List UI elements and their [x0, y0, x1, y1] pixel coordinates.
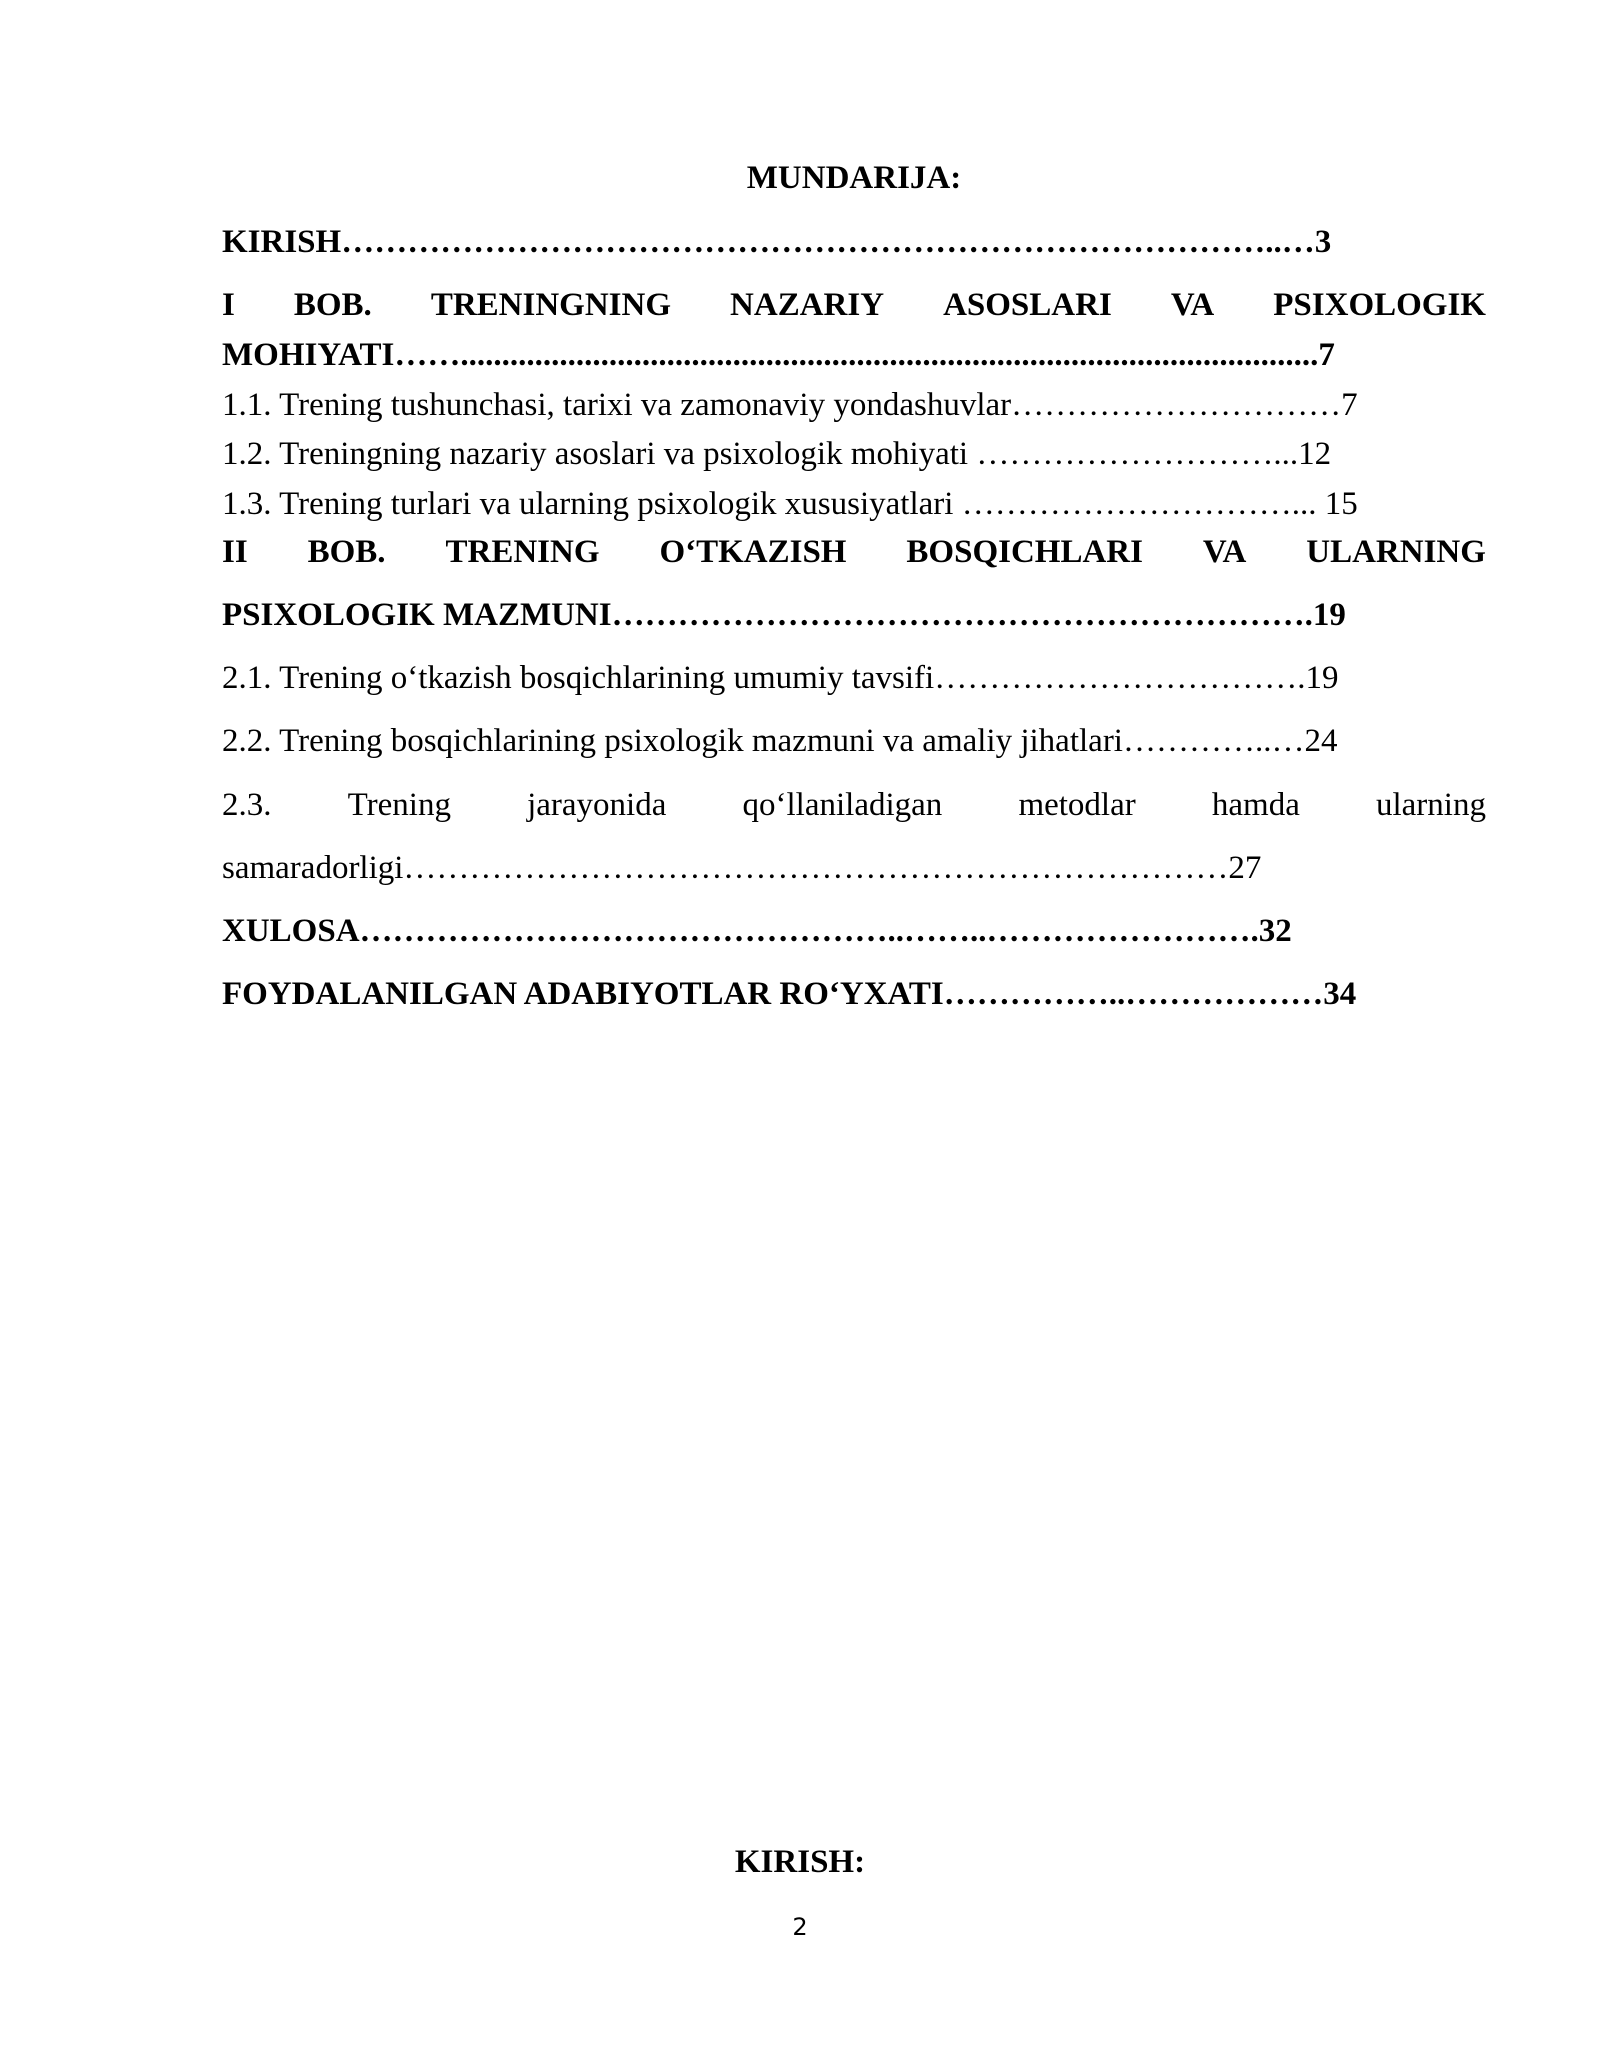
- toc-word: VA: [1170, 287, 1215, 323]
- toc-word: BOB.: [307, 534, 386, 570]
- toc-word: 2.3.: [222, 787, 272, 823]
- toc-entry-1-1: 1.1. Trening tushunchasi, tarixi va zamonaviy yondashuvlar…………………………7: [222, 387, 1358, 423]
- toc-entry-chapter2-line2: PSIXOLOGIK MAZMUNI……………………………………………………….19: [222, 597, 1346, 633]
- toc-word: TRENING: [445, 534, 600, 570]
- toc-word: NAZARIY: [730, 287, 885, 323]
- toc-entry-2-3-line2: samaradorligi…………………………………………………………………27: [222, 850, 1262, 886]
- toc-title: MUNDARIJA:: [746, 160, 962, 196]
- toc-entry-chapter2-line1: [222, 530, 1486, 574]
- toc-entry-2-1: 2.1. Trening o‘tkazish bosqichlarining umumiy tavsifi…………………………….19: [222, 660, 1339, 696]
- toc-word: ASOSLARI: [943, 287, 1112, 323]
- toc-entry-kirish: KIRISH…………………………………………………………………………..…3: [222, 224, 1332, 260]
- toc-word: TRENINGNING: [430, 287, 672, 323]
- toc-word: O‘TKAZISH: [659, 534, 847, 570]
- page-number: 2: [792, 1913, 808, 1941]
- toc-word: I: [222, 287, 235, 323]
- toc-word: BOSQICHLARI: [906, 534, 1143, 570]
- toc-word: metodlar: [1018, 787, 1136, 823]
- toc-word: hamda: [1211, 787, 1300, 823]
- toc-word: qo‘llaniladigan: [742, 787, 943, 823]
- toc-word: BOB.: [293, 287, 372, 323]
- toc-word: VA: [1202, 534, 1247, 570]
- toc-entry-chapter1-line2: MOHIYATI……........................................................................................................7: [222, 337, 1335, 373]
- toc-word: PSIXOLOGIK: [1273, 287, 1486, 323]
- toc-entry-2-3-line1: [222, 783, 1486, 827]
- toc-word: II: [222, 534, 248, 570]
- toc-word: ULARNING: [1306, 534, 1486, 570]
- toc-entry-1-2: 1.2. Treningning nazariy asoslari va psixologik mohiyati ………………………...12: [222, 436, 1332, 472]
- toc-entry-2-2: 2.2. Trening bosqichlarining psixologik mazmuni va amaliy jihatlari…………..…24: [222, 723, 1338, 759]
- toc-word: ularning: [1375, 787, 1486, 823]
- toc-entry-chapter1-line1: [222, 283, 1486, 327]
- toc-entry-foydalanilgan: FOYDALANILGAN ADABIYOTLAR RO‘YXATI……………..………………34: [222, 976, 1357, 1012]
- section-heading-kirish: KIRISH:: [734, 1844, 866, 1880]
- toc-entry-1-3: 1.3. Trening turlari va ularning psixologik xususiyatlari …………………………... 15: [222, 486, 1358, 522]
- toc-word: Trening: [347, 787, 451, 823]
- toc-entry-xulosa: XULOSA…………………………………………..……..…………………….32: [222, 913, 1292, 949]
- toc-word: jarayonida: [527, 787, 667, 823]
